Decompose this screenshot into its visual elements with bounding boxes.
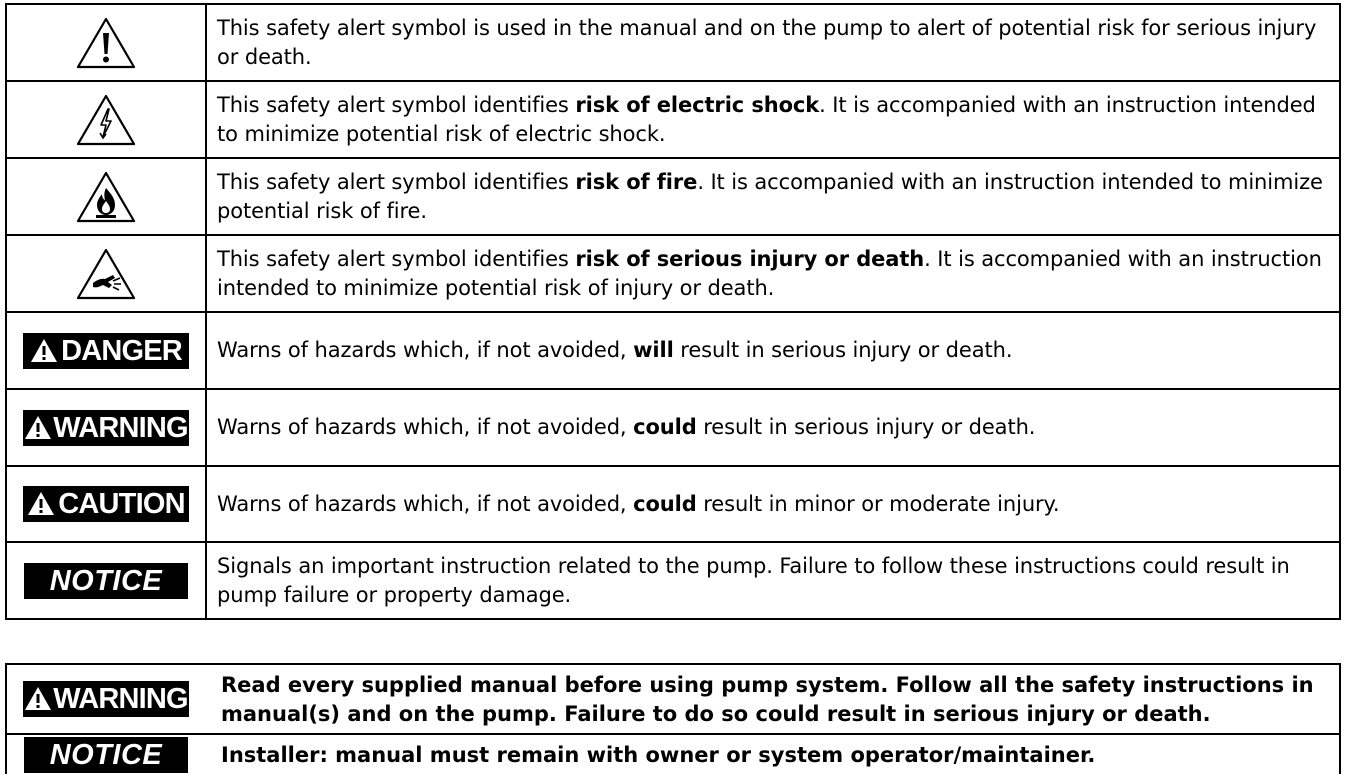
table-row	[6, 235, 1340, 312]
table-row	[6, 466, 1340, 542]
warning-notice-row	[6, 664, 1340, 734]
table-row	[6, 158, 1340, 235]
warning-triangle-icon	[24, 415, 52, 440]
fire-alert-icon	[75, 170, 137, 224]
symbol-cell	[6, 664, 205, 734]
row-description: Warns of hazards which, if not avoided, could result in serious injury or death.	[206, 389, 1340, 466]
row-description: This safety alert symbol identifies risk of electric shock. It is accompanied with an instruction intended to minimize potential risk of electric shock.	[206, 81, 1340, 158]
caution-badge: CAUTION	[23, 486, 189, 522]
warning-triangle-icon	[24, 686, 52, 711]
warning-notice-text: Read every supplied manual before using pump system. Follow all the safety instructions in manual(s) and on the pump. Failure to do so could result in serious injury or death.	[205, 664, 1340, 734]
injury-alert-icon	[75, 247, 137, 301]
warning-badge: WARNING	[23, 681, 189, 717]
row-description: This safety alert symbol is used in the manual and on the pump to alert of potential risk for serious injury or death.	[206, 4, 1340, 81]
warning-triangle-icon	[30, 338, 58, 363]
general-safety-alert-icon	[75, 16, 137, 70]
electric-shock-alert-icon	[75, 93, 137, 147]
row-description: Signals an important instruction related to the pump. Failure to follow these instructions could result in pump failure or property damage.	[206, 542, 1340, 619]
symbol-cell	[6, 312, 206, 389]
notice-badge: NOTICE	[24, 563, 188, 599]
notices-table	[5, 663, 1341, 774]
row-description: Warns of hazards which, if not avoided, could result in minor or moderate injury.	[206, 466, 1340, 542]
warning-triangle-icon	[27, 491, 55, 516]
symbol-cell	[6, 734, 205, 774]
symbol-cell	[6, 466, 206, 542]
table-row	[6, 81, 1340, 158]
warning-badge: WARNING	[23, 410, 189, 446]
symbol-cell	[6, 4, 206, 81]
symbol-cell	[6, 389, 206, 466]
symbol-cell	[6, 235, 206, 312]
row-description: This safety alert symbol identifies risk of serious injury or death. It is accompanied with an instruction intended to minimize potential risk of injury or death.	[206, 235, 1340, 312]
notice-badge: NOTICE	[24, 737, 188, 773]
row-description: This safety alert symbol identifies risk of fire. It is accompanied with an instruction intended to minimize potential risk of fire.	[206, 158, 1340, 235]
danger-badge: DANGER	[23, 333, 189, 369]
table-row	[6, 4, 1340, 81]
row-description: Warns of hazards which, if not avoided, will result in serious injury or death.	[206, 312, 1340, 389]
table-row	[6, 312, 1340, 389]
symbol-cell	[6, 542, 206, 619]
symbol-cell	[6, 158, 206, 235]
table-row	[6, 542, 1340, 619]
table-row	[6, 389, 1340, 466]
symbol-cell	[6, 81, 206, 158]
installer-notice-text: Installer: manual must remain with owner or system operator/maintainer.	[205, 734, 1340, 774]
safety-symbols-table	[5, 3, 1341, 620]
installer-notice-row	[6, 734, 1340, 774]
